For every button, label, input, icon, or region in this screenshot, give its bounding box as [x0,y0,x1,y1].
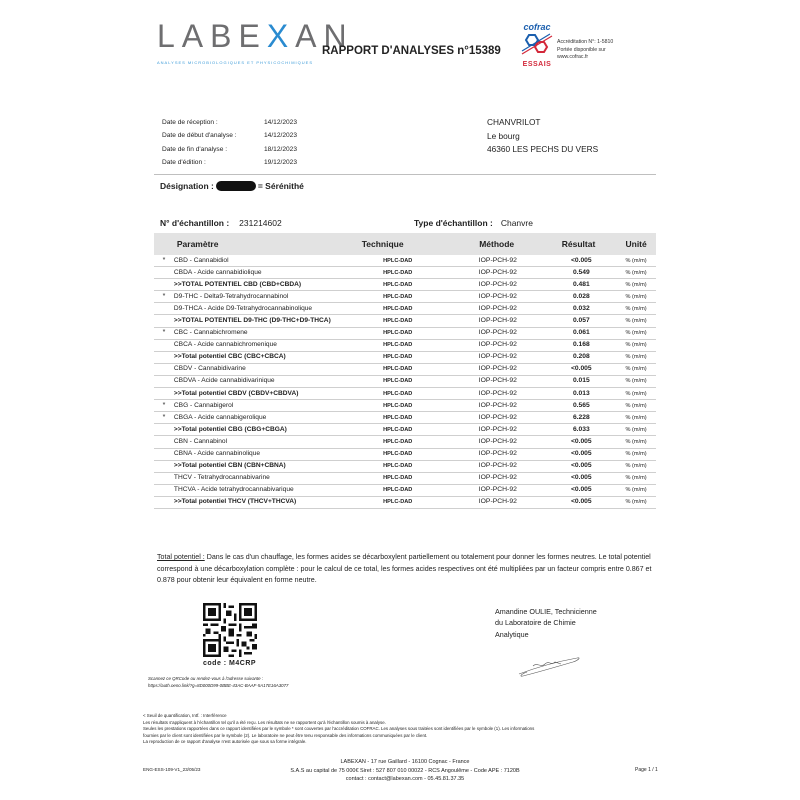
sample-type-value: Chanvre [500,218,533,228]
date-value: 14/12/2023 [264,119,298,126]
cell-method: IOP-PCH-92 [478,316,517,324]
cofrac-link[interactable]: www.cofrac.fr [557,54,589,60]
date-value: 19/12/2023 [264,159,298,167]
cell-method: IOP-PCH-92 [478,474,517,482]
cell-param: >>Total potentiel THCV (THCV+THCVA) [173,498,297,506]
cell-param: CBC - Cannabichromene [173,329,248,337]
designation-label: Désignation : [160,181,214,191]
cell-method: IOP-PCH-92 [478,498,517,506]
client-address [487,116,598,157]
legal-line: Les résultats s'appliquent à l'échantillon tel qu'il a été reçu. Les résultats ne se rapportent qu'à l'échantillon soumis à analyse. [143,719,386,725]
cell-param: D9-THCA - Acide D9-Tetrahydrocannabinolique [173,304,313,312]
cell-param: CBD - Cannabidiol [173,256,229,264]
cell-result: <0.005 [570,450,592,457]
logo-text-part: LABE [157,18,267,54]
sample-type [414,218,533,228]
cell-method: IOP-PCH-92 [478,462,517,470]
table-row [154,267,656,279]
logo-x-mark: X [266,18,296,54]
column-header-tech: Technique [361,239,404,249]
sample-number [160,218,282,228]
table-row [154,473,656,485]
column-header-unit: Unité [625,239,647,249]
accreditation-star: * [162,401,166,409]
designation-value: = Sérénithé [257,181,304,191]
report-title: RAPPORT D'ANALYSES n°15389 [322,45,501,57]
cell-unit: % (m/m) [625,475,647,482]
cell-result: <0.005 [570,486,592,494]
legal-line: fournies par le client sont identifiées par le symbole (2). Le laboratoire ne peut être tenu responsable des informations communiquées par le client. [143,732,428,738]
sample-number-label: N° d'échantillon : [160,218,230,228]
cell-unit: % (m/m) [625,499,647,506]
cell-result: <0.005 [570,498,592,506]
cell-param: THCV - Tetrahydrocannabivarine [173,474,270,482]
legal-line: Seules les prestations rapportées dans ce rapport identifiées par le symbole * sont couvertes par l'accréditation COFRAC. Les analyses sous traitées sont identifiées par le symbole (1). Les informations [143,726,535,732]
cell-unit: % (m/m) [625,330,647,337]
date-row [162,116,297,129]
cell-unit: % (m/m) [625,281,647,288]
date-label: Date d'édition : [162,159,206,167]
legal-line: < Seuil de quantification, Intf. : Interférence [143,713,227,718]
company-legal: S.A.S au capital de 75 000€ Siret : 527 807 010 00022 - RCS Angoulême - Code APE : 7120B [290,767,520,774]
cell-result: <0.005 [570,474,592,482]
cell-method: IOP-PCH-92 [478,341,517,349]
document-reference: ENG-ESS-109-V1_23/05/23 [143,767,201,772]
cell-param: >>Total potentiel CBN (CBN+CBNA) [173,462,286,470]
cell-method: IOP-PCH-92 [478,304,517,312]
cell-technique: HPLC-DAD [383,475,413,482]
cell-unit: % (m/m) [625,317,647,324]
signature-image [515,650,583,680]
cell-method: IOP-PCH-92 [478,401,517,409]
cell-result: 0.549 [572,268,590,276]
cell-unit: % (m/m) [625,378,647,385]
cell-method: IOP-PCH-92 [478,437,517,445]
cell-method: IOP-PCH-92 [478,486,517,494]
cell-result: 0.032 [572,304,590,312]
cell-param: CBDVA - Acide cannabidivarinique [173,377,275,385]
table-row [154,255,656,267]
date-value: 18/12/2023 [264,145,298,153]
table-row [154,364,656,376]
accreditation-star: * [162,256,166,264]
column-header-param: Paramètre [176,239,219,249]
cell-param: CBCA - Acide cannabichromenique [173,341,277,349]
cell-unit: % (m/m) [625,293,647,300]
cell-unit: % (m/m) [625,451,647,457]
table-row [154,315,656,327]
client-name: CHANVRILOT [487,117,541,127]
cell-unit: % (m/m) [625,414,647,421]
cell-technique: HPLC-DAD [383,390,413,397]
cell-technique: HPLC-DAD [383,317,413,324]
company-contact[interactable]: contact : contact@labexan.com - 05.45.81.37.35 [345,776,465,783]
cell-unit: % (m/m) [625,269,647,276]
cell-result: 6.033 [572,425,590,433]
cell-method: IOP-PCH-92 [478,377,517,385]
cell-result: 0.481 [572,280,590,288]
results-table [154,233,656,509]
cell-method: IOP-PCH-92 [478,365,517,373]
cell-technique: HPLC-DAD [383,305,413,312]
accreditation-star: * [162,292,166,300]
qr-instructions [148,676,288,690]
cell-method: IOP-PCH-92 [478,413,517,421]
cell-param: CBDA - Acide cannabidiolique [173,268,262,276]
cell-technique: HPLC-DAD [383,257,413,264]
cell-param: CBG - Cannabigerol [173,401,234,409]
cell-method: IOP-PCH-92 [478,450,517,457]
cofrac-hexagon-icon [520,32,554,56]
cell-unit: % (m/m) [625,257,647,264]
cell-result: <0.005 [570,365,592,373]
cell-technique: HPLC-DAD [383,378,413,385]
cell-param: CBNA - Acide cannabinolique [173,450,261,457]
cell-param: >>TOTAL POTENTIEL D9-THC (D9-THC+D9-THCA) [173,316,331,324]
table-row [154,291,656,303]
cell-method: IOP-PCH-92 [478,389,517,397]
cell-result: <0.005 [570,462,592,470]
table-row [154,376,656,388]
cell-param: CBGA - Acide cannabigerolique [173,413,267,421]
cell-technique: HPLC-DAD [383,451,413,457]
signer-block [495,606,597,640]
page-number: Page 1 / 1 [635,767,658,773]
cell-technique: HPLC-DAD [383,487,413,494]
company-footer [255,758,555,784]
divider [154,174,656,175]
date-row [162,143,297,156]
cell-method: IOP-PCH-92 [478,280,517,288]
qr-instruction-text: Scannez ce QRCode ou rendez-vous à l'adresse suivante : [148,676,264,681]
cell-method: IOP-PCH-92 [478,292,517,300]
accreditation-info [557,39,613,62]
cell-param: D9-THC - Delta9-Tetrahydrocannabinol [173,292,289,300]
sample-number-value: 231214602 [239,218,282,228]
cofrac-logo [520,22,554,68]
cell-method: IOP-PCH-92 [478,329,517,337]
cell-result: 0.565 [572,401,590,409]
cell-technique: HPLC-DAD [383,499,413,506]
dates-block [162,116,297,170]
cell-unit: % (m/m) [625,342,647,349]
table-row [154,412,656,424]
cell-unit: % (m/m) [625,305,647,312]
cell-technique: HPLC-DAD [383,342,413,349]
cell-unit: % (m/m) [625,366,647,373]
cell-result: 0.168 [572,341,590,349]
cell-unit: % (m/m) [625,390,647,397]
company-address: LABEXAN - 17 rue Gaillard - 16100 Cognac - France [340,759,470,765]
cofrac-logo-text: cofrac [523,22,551,32]
cell-technique: HPLC-DAD [383,414,413,421]
cell-technique: HPLC-DAD [383,330,413,337]
note-text: Dans le cas d'un chauffage, les formes acides se décarboxylent partiellement ou totalement pour donner les formes neutres. Le total potentiel correspond à une décarboxylation complète : pour le calcul de ce total, les formes acides respectives ont été multipliées par un facteur compris entre 0.867 et 0.878 pour obtenir leur équivalent en forme neutre. [157,553,652,584]
qr-url-link[interactable]: https://auth.oeno.link/?g=8D000D99-0BBE-43AC-BAAF-5A17E16A3077 [148,682,289,688]
table-row [154,424,656,436]
cofrac-essais-label: ESSAIS [522,61,552,68]
cell-result: 6.228 [572,413,590,421]
date-value: 14/12/2023 [264,132,298,140]
designation [160,181,304,191]
logo-text-part: AN [295,18,354,54]
table-row [154,497,656,509]
date-label: Date de début d'analyse : [162,132,237,140]
cell-technique: HPLC-DAD [383,293,413,300]
table-row [154,436,656,448]
date-row [162,129,297,142]
date-row [162,156,297,169]
legal-line: La reproduction de ce rapport d'analyse n'est autorisée que sous sa forme intégrale. [143,739,307,745]
cell-technique: HPLC-DAD [383,438,413,445]
cell-method: IOP-PCH-92 [478,353,517,361]
table-row [154,303,656,315]
signer-name: Amandine OULIE, Technicienne [495,607,597,616]
cell-result: 0.208 [572,353,590,361]
cell-unit: % (m/m) [625,487,647,494]
note-label: Total potentiel : [157,553,205,561]
table-row [154,352,656,364]
table-row [154,388,656,400]
accreditation-star: * [162,329,166,337]
cell-param: CBN - Cannabinol [173,437,228,445]
cell-result: 0.057 [572,316,590,324]
accreditation-scope: Portée disponible sur [557,46,606,53]
table-row [154,279,656,291]
logo-tagline: ANALYSES MICROBIOLOGIQUES ET PHYSICOCHIMIQUES [157,60,313,65]
cell-param: >>TOTAL POTENTIEL CBD (CBD+CBDA) [173,280,302,288]
cell-result: 0.061 [572,329,590,337]
cell-unit: % (m/m) [625,426,647,433]
table-body [154,255,656,509]
cell-unit: % (m/m) [625,354,647,361]
table-row [154,485,656,497]
cell-technique: HPLC-DAD [383,426,413,433]
cell-technique: HPLC-DAD [383,402,413,409]
cell-param: >>Total potentiel CBC (CBC+CBCA) [173,353,286,361]
cell-method: IOP-PCH-92 [478,425,517,433]
cell-technique: HPLC-DAD [383,366,413,373]
client-address-line: Le bourg [487,130,520,141]
cell-unit: % (m/m) [625,438,647,445]
date-label: Date de réception : [162,119,218,126]
cell-param: CBDV - Cannabidivarine [173,365,246,373]
table-row [154,328,656,340]
cell-result: 0.013 [572,389,590,397]
cell-unit: % (m/m) [625,463,647,470]
cell-param: THCVA - Acide tetrahydrocannabivarique [173,486,294,494]
date-label: Date de fin d'analyse : [162,145,228,153]
cell-result: 0.015 [572,377,590,385]
accreditation-star: * [162,413,166,421]
cell-param: >>Total potentiel CBDV (CBDV+CBDVA) [173,389,299,397]
cell-result: <0.005 [570,437,592,445]
column-header-method: Méthode [479,239,515,249]
qr-code-label: code : M4CRP [203,660,257,667]
redaction-mark [216,181,256,191]
table-row [154,340,656,352]
column-header-result: Résultat [561,239,596,249]
qr-code-icon[interactable] [203,603,257,657]
cell-technique: HPLC-DAD [383,354,413,361]
signer-title: du Laboratoire de Chimie [495,618,576,628]
sample-type-label: Type d'échantillon : [414,218,493,228]
total-potential-note [157,552,653,587]
table-header [154,233,656,255]
cell-technique: HPLC-DAD [383,463,413,470]
legal-notice [143,713,658,746]
signer-title: Analytique [495,629,529,639]
table-row [154,400,656,412]
cell-unit: % (m/m) [625,402,647,409]
cell-method: IOP-PCH-92 [478,256,517,264]
table-row [154,461,656,473]
cell-param: >>Total potentiel CBG (CBG+CBGA) [173,425,287,433]
accreditation-number: Accréditation N°: 1-5810 [557,39,614,45]
cell-method: IOP-PCH-92 [478,268,517,276]
cell-result: 0.028 [572,292,590,300]
client-address-line: 46360 LES PECHS DU VERS [487,144,599,154]
cell-technique: HPLC-DAD [383,269,413,276]
table-row [154,449,656,461]
cell-technique: HPLC-DAD [383,281,413,288]
cell-result: <0.005 [570,256,592,264]
